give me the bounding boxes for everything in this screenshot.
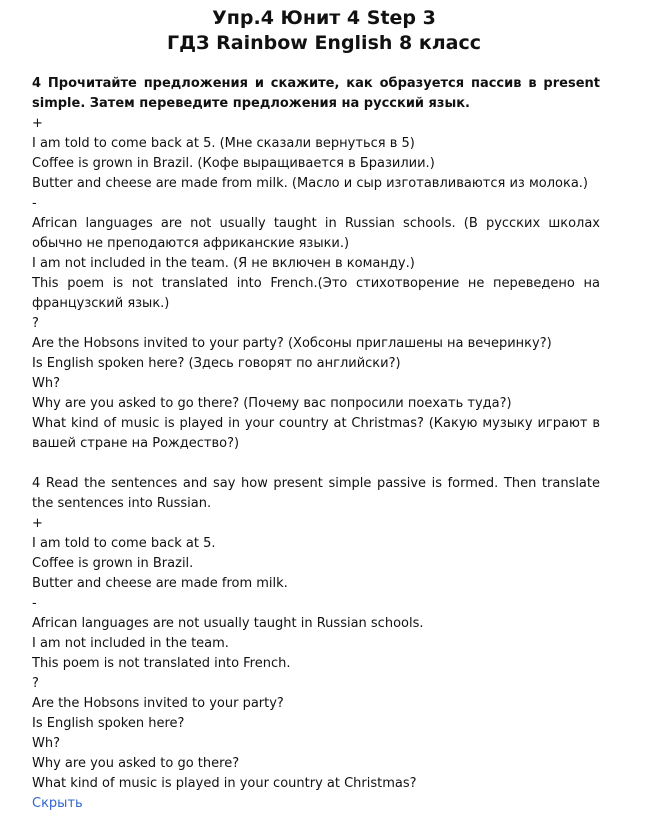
spacer <box>32 454 600 474</box>
wh-question-marker: Wh? <box>32 376 60 391</box>
negative-marker: - <box>32 196 37 211</box>
sentence: Butter and cheese are made from milk. (Масло и сыр изготавливаются из молока.) <box>32 176 588 191</box>
negative-marker: - <box>32 596 37 611</box>
affirmative-marker: + <box>32 116 43 131</box>
question-marker: ? <box>32 316 39 331</box>
sentence: Butter and cheese are made from milk. <box>32 576 288 591</box>
ru-answers <box>32 114 600 454</box>
wh-question-marker: Wh? <box>32 736 60 751</box>
page-title <box>0 6 648 56</box>
sentence: Is English spoken here? (Здесь говорят по английски?) <box>32 356 401 371</box>
exercise-content <box>32 74 600 814</box>
sentence: I am told to come back at 5. (Мне сказали вернуться в 5) <box>32 136 415 151</box>
sentence: Are the Hobsons invited to your party? <box>32 696 284 711</box>
sentence: Coffee is grown in Brazil. <box>32 556 194 571</box>
sentence: Why are you asked to go there? (Почему вас попросили поехать туда?) <box>32 396 512 411</box>
sentence: I am told to come back at 5. <box>32 536 216 551</box>
task-instruction-en: 4 Read the sentences and say how present simple passive is formed. Then translate the sentences into Russian. <box>32 476 600 511</box>
sentence: Are the Hobsons invited to your party? (Хобсоны приглашены на вечеринку?) <box>32 336 552 351</box>
sentence: I am not included in the team. <box>32 636 229 651</box>
sentence: This poem is not translated into French.(Это стихотворение не переведено на французский язык.) <box>32 276 600 311</box>
sentence: This poem is not translated into French. <box>32 656 291 671</box>
sentence: Coffee is grown in Brazil. (Кофе выращивается в Бразилии.) <box>32 156 435 171</box>
sentence: What kind of music is played in your country at Christmas? (Какую музыку играют в вашей стране на Рождество?) <box>32 416 600 451</box>
sentence: African languages are not usually taught in Russian schools. (В русских школах обычно не преподаются африканские языки.) <box>32 216 600 251</box>
sentence: Is English spoken here? <box>32 716 185 731</box>
en-answers <box>32 514 600 794</box>
sentence: What kind of music is played in your country at Christmas? <box>32 776 417 791</box>
sentence: African languages are not usually taught in Russian schools. <box>32 616 424 631</box>
question-marker: ? <box>32 676 39 691</box>
task-instruction-ru: 4 Прочитайте предложения и скажите, как образуется пассив в present simple. Затем переведите предложения на русский язык. <box>32 76 600 111</box>
page-title-line-2: ГДЗ Rainbow English 8 класс <box>166 32 482 54</box>
page-title-line-1: Упр.4 Юнит 4 Step 3 <box>212 7 436 29</box>
sentence: Why are you asked to go there? <box>32 756 240 771</box>
affirmative-marker: + <box>32 516 43 531</box>
sentence: I am not included in the team. (Я не включен в команду.) <box>32 256 415 271</box>
hide-link[interactable]: Скрыть <box>32 796 83 811</box>
